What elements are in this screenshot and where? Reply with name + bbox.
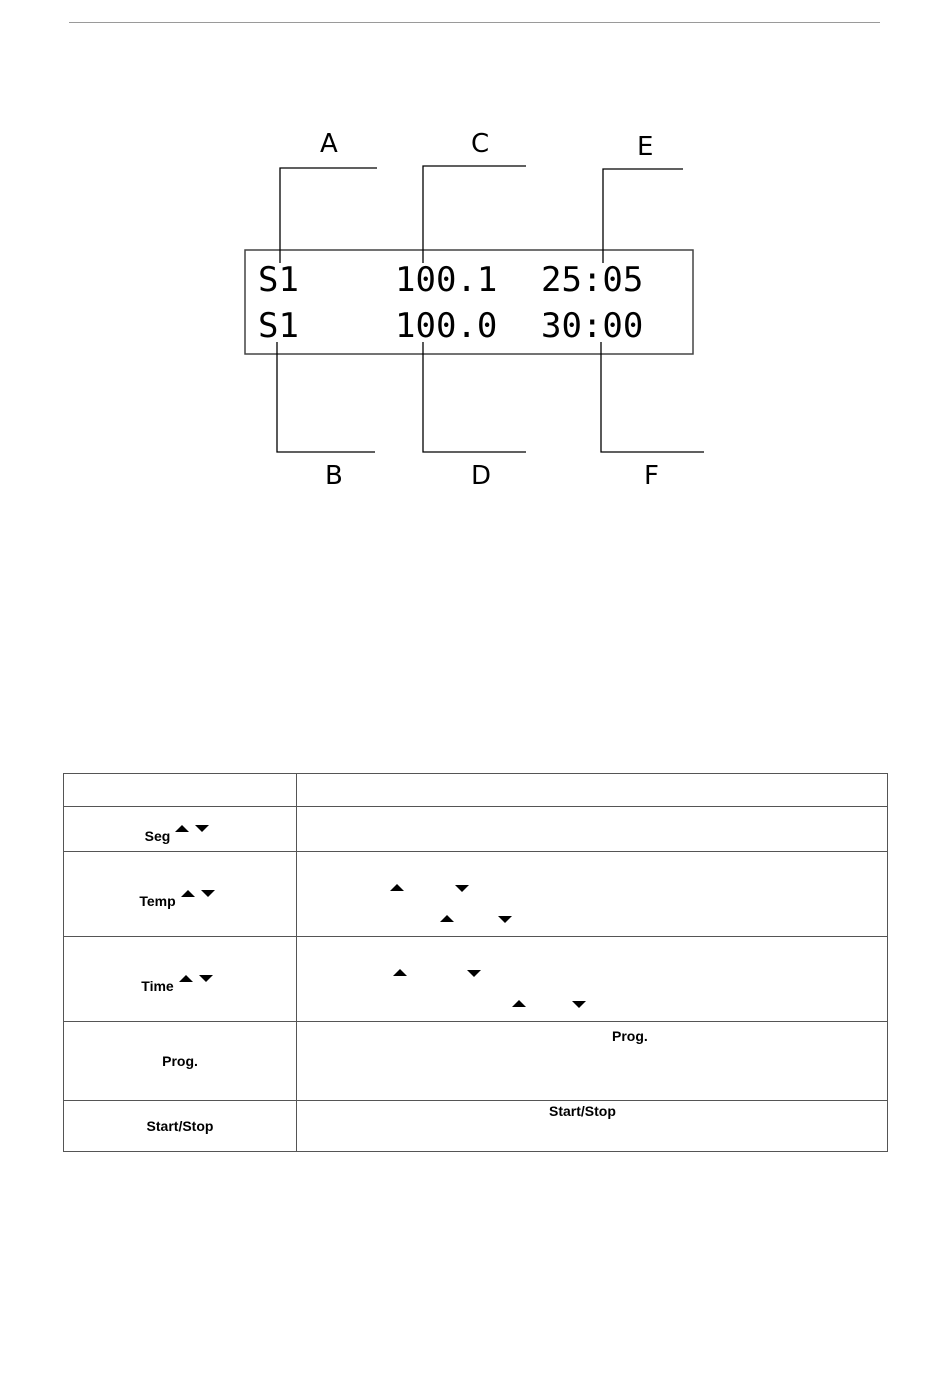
arrow-down-icon xyxy=(467,970,481,977)
arrow-up-icon xyxy=(175,825,189,832)
key-label-temp: Temp xyxy=(139,893,176,909)
table-row-start-stop xyxy=(64,1101,888,1152)
table-header-row xyxy=(64,774,888,807)
lcd-temperature-current: 100.1 xyxy=(395,260,498,300)
callout-line-b xyxy=(277,342,375,452)
callout-line-c xyxy=(423,166,526,263)
key-cell-time xyxy=(64,937,297,1022)
table-header-description xyxy=(297,774,888,807)
arrow-up-icon xyxy=(179,975,193,982)
table-row-temp xyxy=(64,852,888,937)
lcd-time-current: 25:05 xyxy=(541,260,644,300)
table-row-prog xyxy=(64,1022,888,1101)
desc-cell-start-stop xyxy=(297,1101,888,1152)
display-diagram xyxy=(0,0,950,520)
table-row-seg xyxy=(64,807,888,852)
desc-cell-temp xyxy=(297,852,888,937)
temp-arrows xyxy=(181,884,221,900)
arrow-up-icon xyxy=(512,1000,526,1007)
arrow-down-icon xyxy=(201,890,215,897)
callout-label-a: A xyxy=(320,129,338,159)
arrow-down-icon xyxy=(455,885,469,892)
callout-label-e: E xyxy=(637,132,654,162)
seg-arrows xyxy=(175,819,215,835)
table-header-key xyxy=(64,774,297,807)
desc-keyword-start-stop: Start/Stop xyxy=(549,1103,616,1119)
arrow-down-icon xyxy=(572,1001,586,1008)
key-label-prog: Prog. xyxy=(162,1053,198,1069)
callout-line-a xyxy=(280,168,377,263)
key-cell-prog xyxy=(64,1022,297,1101)
table-row-time xyxy=(64,937,888,1022)
arrow-up-icon xyxy=(390,884,404,891)
key-cell-seg xyxy=(64,807,297,852)
arrow-down-icon xyxy=(199,975,213,982)
callout-label-f: F xyxy=(644,461,659,491)
lcd-segment-set: S1 xyxy=(258,306,299,346)
key-cell-temp xyxy=(64,852,297,937)
key-label-start-stop: Start/Stop xyxy=(146,1118,214,1134)
key-cell-start-stop xyxy=(64,1101,297,1152)
desc-keyword-prog: Prog. xyxy=(612,1028,648,1044)
lcd-segment-current: S1 xyxy=(258,260,299,300)
callout-line-d xyxy=(423,342,526,452)
arrow-down-icon xyxy=(195,825,209,832)
time-arrows xyxy=(179,969,219,985)
arrow-up-icon xyxy=(393,969,407,976)
callout-label-d: D xyxy=(471,461,492,491)
desc-cell-prog xyxy=(297,1022,888,1101)
desc-cell-seg xyxy=(297,807,888,852)
callout-label-c: C xyxy=(471,129,490,159)
arrow-up-icon xyxy=(440,915,454,922)
callout-line-f xyxy=(601,342,704,452)
lcd-time-set: 30:00 xyxy=(541,306,644,346)
key-label-time: Time xyxy=(141,978,174,994)
arrow-up-icon xyxy=(181,890,195,897)
arrow-down-icon xyxy=(498,916,512,923)
desc-cell-time xyxy=(297,937,888,1022)
callout-line-e xyxy=(603,169,683,263)
key-label-seg: Seg xyxy=(144,828,171,844)
callout-label-b: B xyxy=(325,461,343,491)
lcd-temperature-set: 100.0 xyxy=(395,306,498,346)
keys-table xyxy=(63,773,888,1152)
